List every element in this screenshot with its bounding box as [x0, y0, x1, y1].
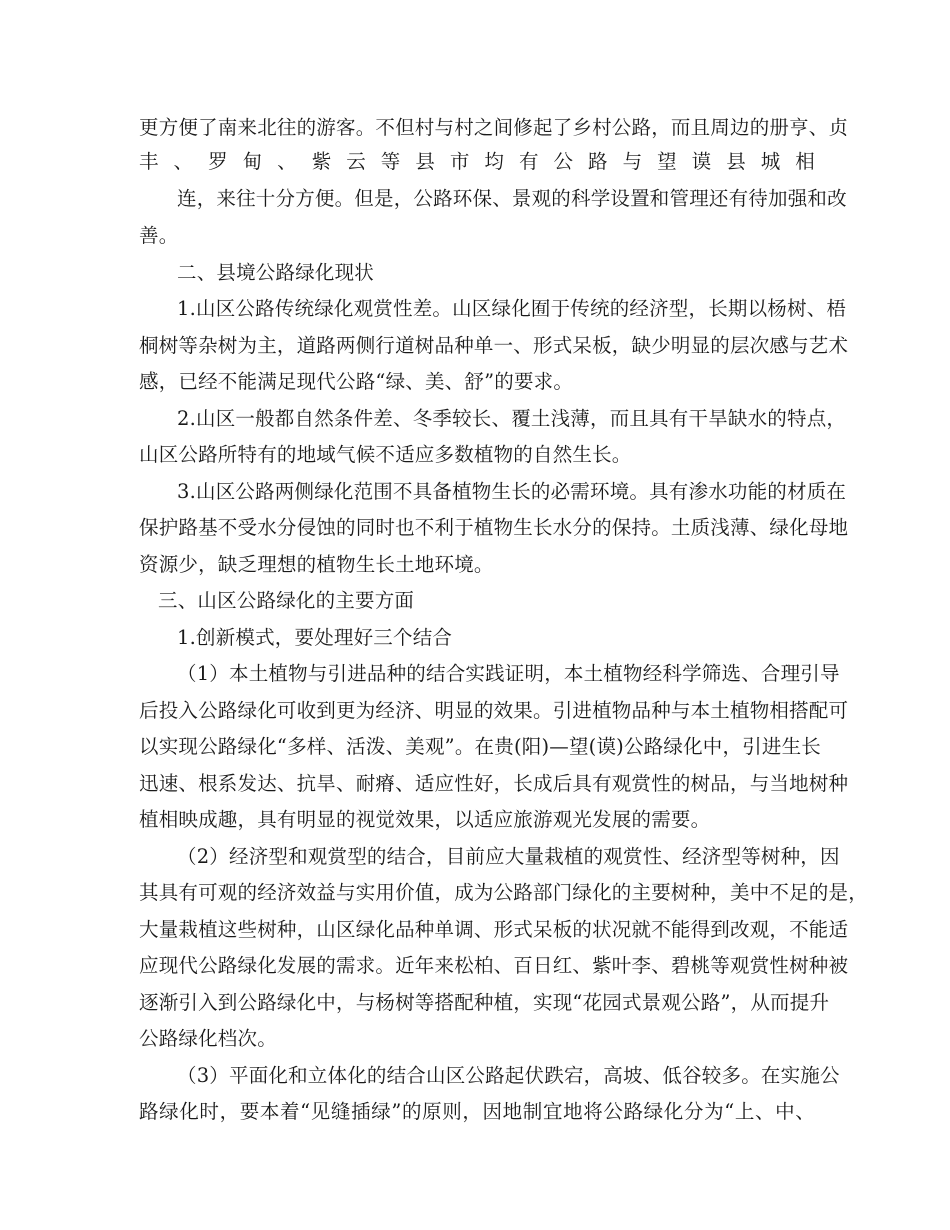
text-line: 连，来往十分方便。但是，公路环保、景观的科学设置和管理还有待加强和改 [177, 187, 847, 210]
text-line: 大量栽植这些树种，山区绿化品种单调、形式呆板的状况就不能得到改观，不能适 [139, 918, 849, 941]
text-line: 1.山区公路传统绿化观赏性差。山区绿化囿于传统的经济型，长期以杨树、梧 [177, 297, 847, 320]
section-heading: 二、县境公路绿化现状 [177, 261, 375, 284]
text-line: 迅速、根系发达、抗旱、耐瘠、适应性好，长成后具有观赏性的树品，与当地树种 [139, 772, 849, 795]
text-line: 山区公路所特有的地域气候不适应多数植物的自然生长。 [139, 443, 632, 466]
text-line: 其具有可观的经济效益与实用价值，成为公路部门绿化的主要树种，美中不足的是， [139, 881, 868, 904]
text-line: 公路绿化档次。 [139, 1027, 277, 1050]
subsection-heading: 1.创新模式，要处理好三个结合 [177, 626, 453, 649]
text-line: 丰、罗甸、紫云等县市均有公路与望谟县城相 [139, 150, 815, 173]
text-line: 保护路基不受水分侵蚀的同时也不利于植物生长水分的保持。土质浅薄、绿化母地 [139, 516, 849, 539]
text-line: 后投入公路绿化可收到更为经济、明显的效果。引进植物品种与本土植物相搭配可 [139, 699, 849, 722]
text-line: 3.山区公路两侧绿化范围不具备植物生长的必需环境。具有渗水功能的材质在 [177, 480, 847, 503]
text-line: （2）经济型和观赏型的结合，目前应大量栽植的观赏性、经济型等树种，因 [177, 845, 840, 868]
text-line: 桐树等杂树为主，道路两侧行道树品种单一、形式呆板，缺少明显的层次感与艺术 [139, 334, 849, 357]
text-line: 2.山区一般都自然条件差、冬季较长、覆土浅薄，而且具有干旱缺水的特点， [177, 407, 847, 430]
text-line: 更方便了南来北往的游客。不但村与村之间修起了乡村公路，而且周边的册亨、贞 [139, 116, 849, 139]
text-line: （3）平面化和立体化的结合山区公路起伏跌宕，高坡、低谷较多。在实施公 [177, 1064, 840, 1087]
text-line: 资源少，缺乏理想的植物生长土地环境。 [139, 553, 494, 576]
text-line: 逐渐引入到公路绿化中，与杨树等搭配种植，实现“花园式景观公路”，从而提升 [139, 991, 830, 1014]
text-line: 感，已经不能满足现代公路“绿、美、舒”的要求。 [139, 370, 574, 393]
text-line: 善。 [139, 224, 179, 247]
text-line: 以实现公路绿化“多样、活泼、美观”。在贵(阳)—望(谟)公路绿化中，引进生长 [139, 735, 821, 758]
text-line: 植相映成趣，具有明显的视觉效果，以适应旅游观光发展的需要。 [139, 808, 711, 831]
text-line: （1）本土植物与引进品种的结合实践证明，本土植物经科学筛选、合理引导 [177, 662, 840, 685]
text-line: 路绿化时，要本着“见缝插绿”的原则，因地制宜地将公路绿化分为“上、中、 [139, 1100, 815, 1123]
text-line: 应现代公路绿化发展的需求。近年来松柏、百日红、紫叶李、碧桃等观赏性树种被 [139, 954, 849, 977]
section-heading: 三、山区公路绿化的主要方面 [158, 589, 415, 612]
